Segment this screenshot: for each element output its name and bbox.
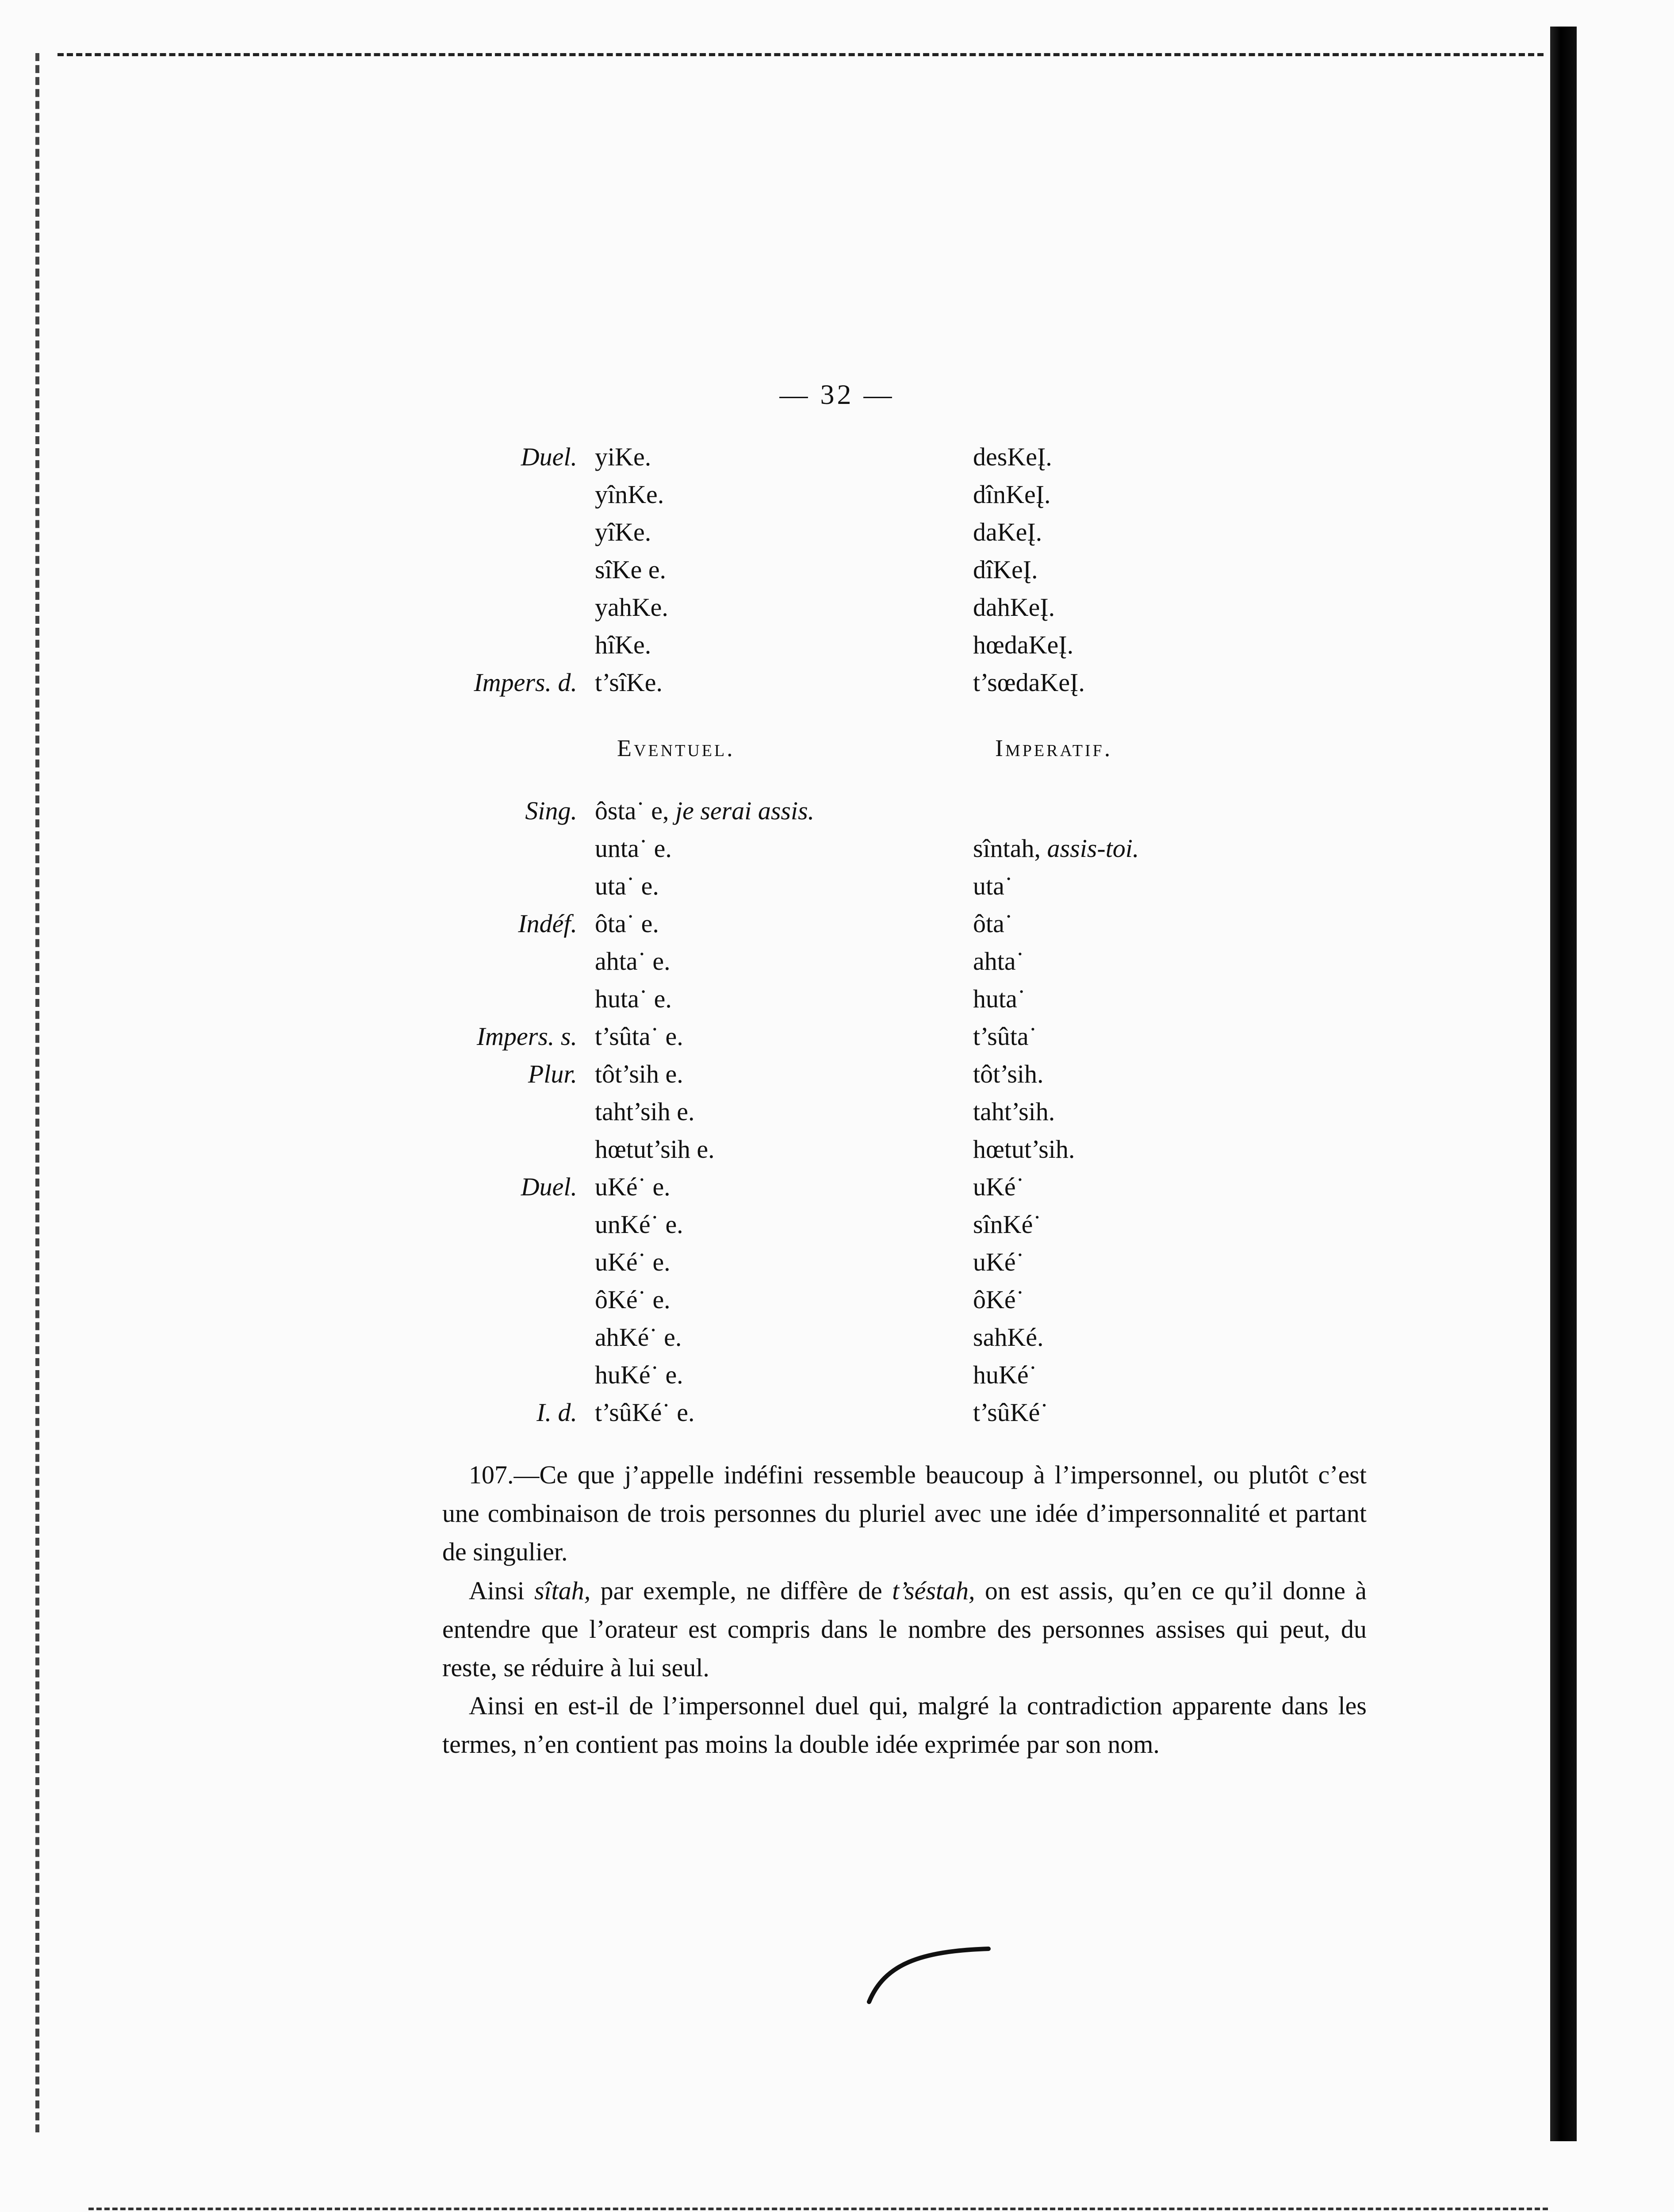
heading-imperatif: Imperatif.: [995, 735, 1113, 761]
eventuel-form: t’sîKe.: [595, 668, 663, 697]
gloss: assis-toi.: [1047, 834, 1139, 863]
eventuel-form: t’sûKé˙ e.: [595, 1398, 695, 1427]
eventuel-form: uKé˙ e.: [595, 1248, 670, 1276]
conjugation-row: [0, 1281, 1674, 1319]
conjugation-row: [0, 792, 1674, 830]
eventuel-form: uKé˙ e.: [595, 1172, 670, 1201]
eventuel-form: yiKe.: [595, 442, 651, 471]
scan-border-top: [57, 53, 1544, 60]
eventuel-form: taht’sih e.: [595, 1097, 695, 1126]
eventuel-form: ôsta˙ e, je serai assis.: [595, 796, 815, 825]
paragraph-ainsi-sitah: Ainsi sîtah, par exemple, ne diffère de t’séstah, on est assis, qu’en ce qu’il donne à entendre que l’orateur est compris dans le nombre des personnes assises qui peut, du reste, se réduire à lui seul.: [442, 1576, 1367, 1682]
conjugation-row: [0, 513, 1674, 551]
person-label: I. d.: [536, 1398, 577, 1427]
conjugation-row: [0, 1356, 1674, 1394]
conjugation-row: [0, 942, 1674, 980]
imperatif-form: sahKé.: [973, 1323, 1044, 1352]
eventuel-form: yahKe.: [595, 593, 668, 622]
conjugation-row: [0, 1243, 1674, 1281]
conjugation-row: [0, 626, 1674, 664]
conjugation-row: [0, 1130, 1674, 1168]
person-label: Indéf.: [518, 909, 577, 938]
person-label: Impers. d.: [474, 668, 577, 697]
scan-border-bottom: [88, 2208, 1548, 2212]
conjugation-row: [0, 980, 1674, 1018]
imperatif-form: ôKé˙: [973, 1285, 1024, 1314]
person-label: Sing.: [525, 796, 577, 825]
eventuel-form: yîKe.: [595, 518, 651, 546]
term-tsestah: t’séstah,: [892, 1576, 975, 1605]
conjugation-row: [0, 1055, 1674, 1093]
conjugation-row: [0, 476, 1674, 514]
imperatif-form: sîntah, assis-toi.: [973, 834, 1139, 863]
imperatif-form: huta˙: [973, 984, 1026, 1013]
conjugation-row: [0, 438, 1674, 476]
pen-mark: [867, 1947, 991, 2004]
eventuel-form: hîKe.: [595, 630, 651, 659]
person-label: Plur.: [528, 1060, 577, 1088]
imperatif-form: sînKé˙: [973, 1210, 1042, 1239]
imperatif-form: ahta˙: [973, 947, 1024, 975]
eventuel-form: sîKe e.: [595, 555, 667, 584]
eventuel-form: ahKé˙ e.: [595, 1323, 682, 1352]
imperatif-form: uKé˙: [973, 1172, 1024, 1201]
conjugation-row: [0, 1318, 1674, 1356]
conjugation-row: [0, 588, 1674, 626]
eventuel-form: yînKe.: [595, 480, 664, 509]
conjugation-row: [0, 905, 1674, 943]
eventuel-form: unKé˙ e.: [595, 1210, 683, 1239]
imperatif-form: huKé˙: [973, 1360, 1037, 1389]
conjugation-row: [0, 1394, 1674, 1432]
eventuel-form: hœtut’sih e.: [595, 1135, 715, 1164]
eventuel-form: t’sûta˙ e.: [595, 1022, 683, 1051]
paragraph-107: 107.—Ce que j’appelle indéfini ressemble beaucoup à l’impersonnel, ou plutôt c’est une combinaison de trois personnes du pluriel avec une idée d’impersonnalité et partant de singulier.: [442, 1460, 1367, 1566]
imperatif-form: hœdaKeĮ.: [973, 630, 1074, 659]
person-label: Duel.: [521, 1172, 577, 1201]
conjugation-row: [0, 830, 1674, 868]
imperatif-form: ôta˙: [973, 909, 1013, 938]
page-number: — 32 —: [779, 379, 895, 410]
eventuel-form: huKé˙ e.: [595, 1360, 683, 1389]
imperatif-form: taht’sih.: [973, 1097, 1055, 1126]
eventuel-form: ôKé˙ e.: [595, 1285, 670, 1314]
imperatif-form: t’sœdaKeĮ.: [973, 668, 1085, 697]
person-label: Impers. s.: [476, 1022, 577, 1051]
conjugation-row: [0, 1206, 1674, 1244]
eventuel-form: unta˙ e.: [595, 834, 672, 863]
imperatif-form: uKé˙: [973, 1248, 1024, 1276]
conjugation-row: [0, 867, 1674, 905]
eventuel-form: ahta˙ e.: [595, 947, 670, 975]
conjugation-row: [0, 1093, 1674, 1131]
heading-eventuel: Eventuel.: [617, 735, 735, 761]
imperatif-form: dînKeĮ.: [973, 480, 1051, 509]
paragraph-impersonnel-duel: Ainsi en est-il de l’impersonnel duel qui, malgré la contradiction apparente dans les termes, n’en contient pas moins la double idée exprimée par son nom.: [442, 1691, 1367, 1759]
eventuel-form: tôt’sih e.: [595, 1060, 683, 1088]
imperatif-form: uta˙: [973, 872, 1013, 900]
imperatif-form: tôt’sih.: [973, 1060, 1044, 1088]
conjugation-row: [0, 1018, 1674, 1056]
imperatif-form: dahKeĮ.: [973, 593, 1055, 622]
imperatif-form: daKeĮ.: [973, 518, 1042, 546]
conjugation-row: [0, 1168, 1674, 1206]
imperatif-form: desKeĮ.: [973, 442, 1052, 471]
gloss: je serai assis.: [675, 796, 815, 825]
eventuel-form: ôta˙ e.: [595, 909, 659, 938]
imperatif-form: hœtut’sih.: [973, 1135, 1075, 1164]
term-sitah: sîtah,: [534, 1576, 591, 1605]
imperatif-form: t’sûKé˙: [973, 1398, 1049, 1427]
imperatif-form: dîKeĮ.: [973, 555, 1038, 584]
eventuel-form: uta˙ e.: [595, 872, 659, 900]
conjugation-row: [0, 551, 1674, 589]
imperatif-form: t’sûta˙: [973, 1022, 1037, 1051]
conjugation-row: [0, 664, 1674, 702]
person-label: Duel.: [521, 442, 577, 471]
eventuel-form: huta˙ e.: [595, 984, 672, 1013]
